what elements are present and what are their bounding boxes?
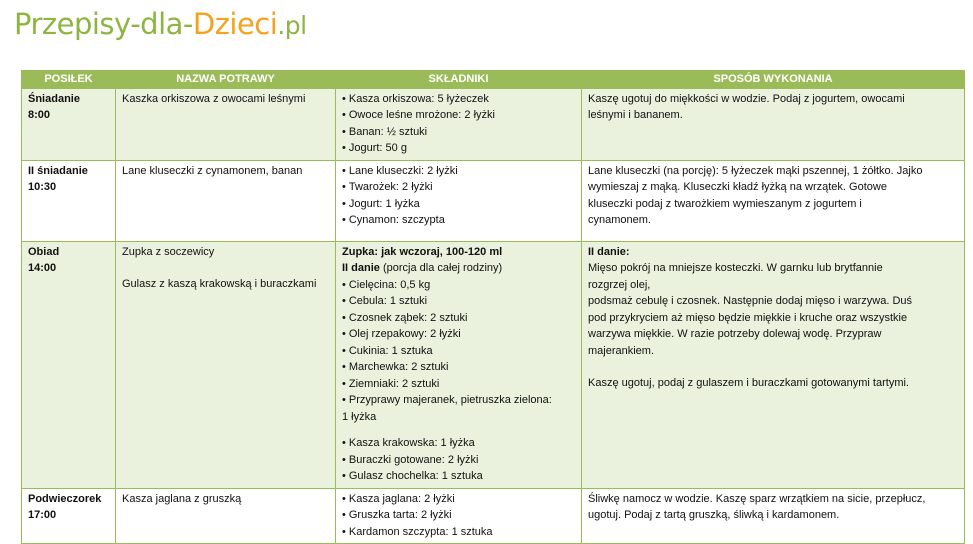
ingredient-item: • Olej rzepakowy: 2 łyżki — [342, 326, 577, 343]
method-cell — [582, 160, 965, 241]
ingredient-item: • Kardamon szczypta: 1 sztuka — [342, 524, 577, 541]
dish-cell — [116, 88, 336, 160]
method-line: Kaszę ugotuj, podaj z gulaszem i buraczkami gotowanymi tartymi. — [588, 377, 909, 389]
method-title: II danie: — [588, 245, 630, 258]
meal-time: 10:30 — [28, 181, 57, 193]
ingredient-item: • Lane kluseczki: 2 łyżki — [342, 163, 577, 180]
table-row — [22, 160, 965, 241]
second-dish-note: (porcja dla całej rodziny) — [379, 262, 503, 274]
soup-line: Zupka: jak wczoraj, 100-120 ml — [342, 245, 503, 258]
ingredient-item: • Gruszka tarta: 2 łyżki — [342, 507, 577, 524]
ingredient-item: • Buraczki gotowane: 2 łyżki — [342, 452, 577, 469]
dish-name: Gulasz z kaszą krakowską i buraczkami — [122, 278, 317, 290]
table-header-row — [22, 71, 965, 89]
method-line: warzywa miękkie. W razie potrzeby dolewaj wodę. Przypraw — [588, 328, 882, 340]
logo-text-part1: Przepisy-dla- — [14, 7, 193, 41]
header-dish: NAZWA POTRAWY — [116, 71, 336, 89]
logo-text-part2: Dzieci — [192, 7, 278, 41]
meal-cell — [22, 88, 116, 160]
meal-cell — [22, 160, 116, 241]
ingredients-cell — [336, 88, 582, 160]
method-line: wymieszaj z mąką. Kluseczki kładź łyżką na wrzątek. Gotowe — [588, 181, 887, 193]
dish-name: Lane kluseczki z cynamonem, banan — [122, 164, 303, 177]
ingredients-cell — [336, 241, 582, 488]
method-cell — [582, 488, 965, 544]
dish-name: Kasza jaglana z gruszką — [122, 492, 242, 505]
ingredient-item: • Przyprawy majeranek, pietruszka zielona: — [342, 392, 577, 409]
ingredient-item: • Twarożek: 2 łyżki — [342, 179, 577, 196]
header-method: SPOSÓB WYKONANIA — [582, 71, 965, 89]
method-line: leśnymi i bananem. — [588, 109, 683, 121]
dish-cell — [116, 488, 336, 544]
method-cell — [582, 88, 965, 160]
ingredient-item: • Kasza orkiszowa: 5 łyżeczek — [342, 91, 577, 108]
ingredient-item: • Banan: ½ sztuki — [342, 124, 577, 141]
method-line: kluseczki podaj z twarożkiem wymieszanym z jogurtem i — [588, 197, 862, 210]
ingredient-item: • Czosnek ząbek: 2 sztuki — [342, 310, 577, 327]
ingredient-item: • Marchewka: 2 sztuki — [342, 359, 577, 376]
ingredient-item: • Kasza krakowska: 1 łyżka — [342, 435, 577, 452]
header-ingredients: SKŁADNIKI — [336, 71, 582, 89]
meal-name: Śniadanie — [28, 92, 80, 105]
meal-name: Podwieczorek — [28, 492, 102, 505]
method-line: pod przykryciem aż mięso będzie miękkie i kruche oraz wszystkie — [588, 311, 908, 324]
ingredient-item: • Jogurt: 50 g — [342, 140, 577, 157]
method-line: majerankiem. — [588, 344, 655, 357]
method-line: ugotuj. Podaj z tartą gruszką, śliwką i kardamonem. — [588, 509, 840, 521]
meal-plan-table — [21, 70, 965, 544]
table-row — [22, 241, 965, 488]
dish-cell — [116, 160, 336, 241]
meal-cell — [22, 241, 116, 488]
ingredient-item: • Gulasz chochelka: 1 sztuka — [342, 468, 577, 485]
ingredient-item: • Cukinia: 1 sztuka — [342, 343, 577, 360]
ingredient-item: • Cielęcina: 0,5 kg — [342, 277, 577, 294]
meal-time: 14:00 — [28, 262, 57, 274]
dish-cell — [116, 241, 336, 488]
table-row — [22, 488, 965, 544]
method-line: rozgrzej olej, — [588, 278, 651, 291]
ingredient-item: • Cynamon: szczypta — [342, 212, 577, 229]
ingredients-cell — [336, 488, 582, 544]
header-meal: POSIŁEK — [22, 71, 116, 89]
ingredients-cell — [336, 160, 582, 241]
ingredient-item-cont: 1 łyżka — [342, 410, 377, 423]
ingredient-item: • Owoce leśne mrożone: 2 łyżki — [342, 107, 577, 124]
ingredient-item: • Cebula: 1 sztuki — [342, 293, 577, 310]
meal-name: II śniadanie — [28, 164, 88, 177]
dish-name: Zupka z soczewicy — [122, 245, 215, 258]
ingredient-item: • Kasza jaglana: 2 łyżki — [342, 491, 577, 508]
method-line: Śliwkę namocz w wodzie. Kaszę sparz wrzątkiem na sicie, przepłucz, — [588, 492, 926, 505]
meal-time: 8:00 — [28, 109, 51, 121]
method-line: podsmaż cebulę i czosnek. Następnie dodaj mięso i warzywa. Duś — [588, 295, 913, 307]
method-line: Mięso pokrój na mniejsze kosteczki. W garnku lub brytfannie — [588, 262, 883, 274]
method-cell — [582, 241, 965, 488]
meal-cell — [22, 488, 116, 544]
second-dish-line — [342, 260, 577, 277]
meal-time: 17:00 — [28, 509, 57, 521]
method-line: cynamonem. — [588, 214, 651, 226]
site-logo[interactable] — [14, 4, 307, 46]
method-line: Kaszę ugotuj do miękkości w wodzie. Podaj z jogurtem, owocami — [588, 92, 905, 105]
second-dish-label: II danie — [342, 262, 380, 274]
meal-name: Obiad — [28, 245, 60, 258]
table-row — [22, 88, 965, 160]
logo-text-part3: .pl — [277, 11, 307, 40]
ingredient-item: • Jogurt: 1 łyżka — [342, 196, 577, 213]
ingredient-item: • Ziemniaki: 2 sztuki — [342, 376, 577, 393]
method-line: Lane kluseczki (na porcję): 5 łyżeczek mąki pszennej, 1 żółtko. Jajko — [588, 164, 923, 177]
dish-name: Kaszka orkiszowa z owocami leśnymi — [122, 92, 306, 105]
